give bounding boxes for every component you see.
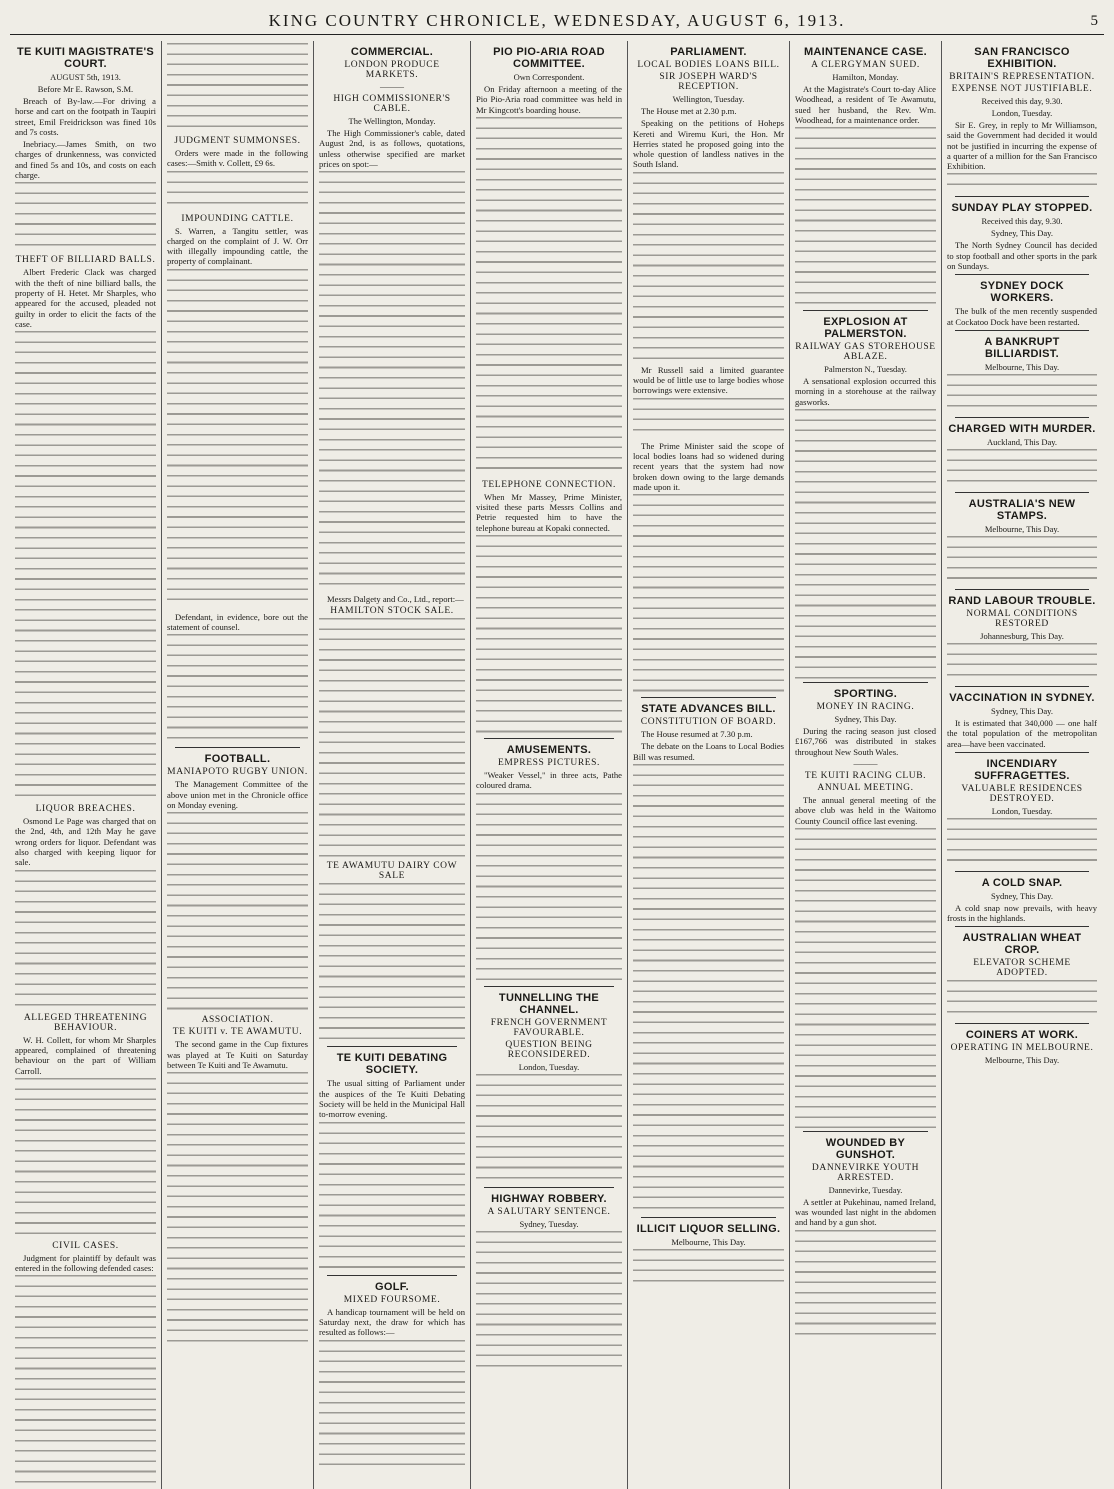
divider (955, 492, 1089, 493)
text-block (633, 764, 784, 1214)
subheading: ALLEGED THREATENING BEHAVIOUR. (23, 1012, 148, 1033)
dateline: Melbourne, This Day. (984, 361, 1060, 372)
text-block (167, 812, 308, 1012)
masthead-title: KING COUNTRY CHRONICLE, WEDNESDAY, AUGUST 6, 1913. (268, 11, 846, 30)
article-heading: VACCINATION IN SYDNEY. (949, 691, 1095, 704)
text-block (795, 409, 936, 679)
subheading: A SALUTARY SENTENCE. (487, 1206, 611, 1217)
paragraph: A sensational explosion occurred this morning in a storehouse at the railway gasworks. (795, 376, 936, 407)
masthead (10, 8, 1104, 35)
article-heading: ILLICIT LIQUOR SELLING. (636, 1223, 781, 1236)
dateline: Palmerston N., Tuesday. (824, 364, 907, 375)
subheading: TE AWAMUTU DAIRY COW SALE (326, 861, 458, 882)
paragraph: Breach of By-law.—For driving a horse and cart on the footpath in Taupiri street, Emil Freidrickson was fined 10s and 7s costs. (15, 96, 156, 137)
paragraph: Albert Frederic Clack was charged with the theft of nine billiard balls, the property of H. Hetet. Mr Sharples, who appeared for the accused, pleaded not guilty in order to elicit the facts of the case. (15, 267, 156, 329)
text-block (167, 634, 308, 744)
paragraph: The second game in the Cup fixtures was played at Te Kuiti on Saturday between Te Kuiti and Te Awamutu. (167, 1039, 308, 1070)
text-block (795, 828, 936, 1128)
article-heading: AUSTRALIAN WHEAT CROP. (962, 932, 1082, 957)
paragraph: Judgment for plaintiff by default was entered in the following defended cases: (15, 1252, 156, 1274)
paragraph: S. Warren, a Tangitu settler, was charged on the complaint of J. W. Orr with illegally impounding cattle, the property of complainant. (167, 225, 308, 267)
dateline: London, Tuesday. (518, 1061, 580, 1072)
text-block (319, 171, 465, 591)
article-heading: A COLD SNAP. (981, 876, 1063, 889)
text-block (15, 1078, 156, 1238)
divider (955, 330, 1089, 331)
subheading: A CLERGYMAN SUED. (811, 60, 920, 70)
divider (484, 986, 614, 987)
text-block (476, 535, 622, 735)
text-block (15, 182, 156, 252)
text-block (476, 1074, 622, 1184)
paragraph: During the racing season just closed £167,766 was distributed in stakes throughout New South Wales. (795, 726, 936, 757)
subheading: EMPRESS PICTURES. (497, 758, 601, 769)
article-heading: MAINTENANCE CASE. (803, 46, 928, 58)
dateline: Melbourne, This Day. (984, 523, 1060, 534)
subheading: LONDON PRODUCE MARKETS. (344, 60, 440, 80)
text-block (947, 374, 1097, 414)
text-block (167, 43, 308, 133)
text-block (947, 643, 1097, 683)
divider (955, 274, 1089, 275)
paragraph: The Management Committee of the above union met in the Chronicle office on Monday evening. (167, 779, 308, 810)
divider (803, 310, 928, 311)
article-heading: HIGHWAY ROBBERY. (491, 1192, 607, 1205)
column-6 (790, 41, 942, 1489)
subheading: SIR JOSEPH WARD'S RECEPTION. (659, 72, 758, 92)
article-heading: GOLF. (375, 1280, 409, 1293)
paragraph: A cold snap now prevails, with heavy frosts in the highlands. (947, 902, 1097, 924)
article-heading: SAN FRANCISCO EXHIBITION. (974, 46, 1070, 70)
paragraph: Osmond Le Page was charged that on the 2nd, 4th, and 12th May he gave wrong orders for liquor. Defendant was also charged with keeping liquor for sale. (15, 816, 156, 868)
text-block (633, 1249, 784, 1289)
subheading: BRITAIN'S REPRESENTATION. (949, 72, 1095, 82)
paragraph: The North Sydney Council has decided to stop football and other sports in the park on Sundays. (947, 240, 1097, 272)
article-heading: FOOTBALL. (204, 753, 271, 766)
dateline: Sydney, This Day. (990, 890, 1053, 901)
article-heading: INCENDIARY SUFFRAGETTES. (974, 757, 1070, 782)
divider (955, 589, 1089, 590)
subheading: OPERATING IN MELBOURNE. (950, 1043, 1094, 1054)
divider (327, 1275, 457, 1276)
dateline: London, Tuesday. (991, 805, 1053, 816)
paragraph: Mr Russell said a limited guarantee would be of little use to large bodies whose borrowings were extensive. (633, 364, 784, 396)
dateline: Sydney, This Day. (990, 705, 1053, 716)
divider (803, 1131, 928, 1132)
paragraph: Inebriacy.—James Smith, on two charges of drunkenness, was convicted and fined 5s and 10s, and costs on each charge. (15, 139, 156, 181)
received-time: Received this day, 9.30. (981, 216, 1063, 227)
divider (803, 682, 928, 683)
subheading: HAMILTON STOCK SALE. (330, 606, 454, 617)
subheading: ANNUAL MEETING. (817, 782, 914, 793)
column-1 (10, 41, 162, 1489)
ornament: ——— (853, 758, 878, 768)
divider (955, 417, 1089, 418)
column-5 (628, 41, 790, 1489)
article-heading: TUNNELLING THE CHANNEL. (498, 991, 600, 1016)
paragraph: Orders were made in the following cases:—Smith v. Collett, £9 6s. (167, 148, 308, 169)
divider (327, 1046, 457, 1047)
article-heading: COINERS AT WORK. (965, 1029, 1079, 1042)
divider (175, 747, 300, 748)
dateline: Melbourne, This Day. (984, 1055, 1060, 1066)
paragraph: Sir E. Grey, in reply to Mr Williamson, said the Government had decided it would not be justified in incurring the expense of a quarter of a million for the San Francisco Exhibition. (947, 120, 1097, 172)
paragraph: "Weaker Vessel," in three acts, Pathe coloured drama. (476, 770, 622, 791)
paragraph: A settler at Pukehinau, named Ireland, was wounded last night in the abdomen and hand by a gun shot. (795, 1196, 936, 1228)
text-block (476, 117, 622, 477)
subheading: LOCAL BODIES LOANS BILL. (637, 60, 780, 70)
subheading: DANNEVIRKE YOUTH ARRESTED. (811, 1162, 920, 1183)
divider (955, 196, 1089, 197)
subheading: RAILWAY GAS STOREHOUSE ABLAZE. (795, 342, 936, 363)
divider (641, 697, 776, 698)
paragraph: Defendant, in evidence, bore out the statement of counsel. (167, 611, 308, 633)
text-block (319, 1340, 465, 1470)
article-heading: EXPLOSION AT PALMERSTON. (823, 316, 908, 341)
article-heading: CHARGED WITH MURDER. (948, 422, 1096, 435)
subheading: IMPOUNDING CATTLE. (181, 213, 294, 224)
text-block (476, 793, 622, 983)
text-block (633, 398, 784, 438)
article-heading: AMUSEMENTS. (506, 744, 592, 757)
text-block (795, 1230, 936, 1340)
dateline: Sydney, Tuesday. (519, 1218, 579, 1229)
article-heading: A BANKRUPT BILLIARDIST. (984, 335, 1060, 360)
subheading: THEFT OF BILLIARD BALLS. (15, 255, 156, 266)
article-heading: SUNDAY PLAY STOPPED. (951, 202, 1093, 215)
article-heading: AUSTRALIA'S NEW STAMPS. (968, 497, 1076, 522)
text-block (319, 883, 465, 1043)
subheading: JUDGMENT SUMMONSES. (174, 136, 301, 146)
dateline: AUGUST 5th, 1913. (50, 72, 121, 82)
dateline: Johannesburg, This Day. (980, 630, 1064, 641)
dateline: Dannevirke, Tuesday. (828, 1184, 903, 1195)
paragraph: At the Magistrate's Court to-day Alice Woodhead, a resident of Te Awamutu, sued her husband, the Rev. Wm. Woodhead, for a maintenance order. (795, 84, 936, 125)
dateline: London, Tuesday. (991, 108, 1053, 118)
dateline: Melbourne, This Day. (671, 1237, 746, 1248)
text-block (167, 269, 308, 609)
article-heading: COMMERCIAL. (350, 46, 434, 58)
subheading: LIQUOR BREACHES. (35, 804, 136, 815)
text-block (947, 449, 1097, 489)
subheading: ELEVATOR SCHEME ADOPTED. (973, 958, 1071, 979)
paragraph: The House resumed at 7.30 p.m. (641, 729, 753, 740)
article-heading: SPORTING. (833, 688, 898, 701)
article-heading: WOUNDED BY GUNSHOT. (825, 1136, 906, 1161)
paragraph: W. H. Collett, for whom Mr Sharples appeared, complained of threatening behaviour on the part of William Carroll. (15, 1034, 156, 1076)
columns (10, 41, 1104, 1489)
received-time: Received this day, 9.30. (981, 96, 1063, 106)
text-block (15, 1275, 156, 1489)
text-block (947, 536, 1097, 586)
paragraph: It is estimated that 340,000 — one half the total population of the metropolitan area—have been vaccinated. (947, 717, 1097, 749)
paragraph: The Prime Minister said the scope of local bodies loans had so widened during recent years that the system had now broken down owing to the large demands made upon it. (633, 440, 784, 492)
subheading: TELEPHONE CONNECTION. (482, 479, 616, 490)
byline: Before Mr E. Rawson, S.M. (37, 84, 134, 94)
divider (484, 1187, 614, 1188)
divider (955, 926, 1089, 927)
article-heading: STATE ADVANCES BILL. (641, 703, 776, 716)
column-3 (314, 41, 471, 1489)
divider (955, 1023, 1089, 1024)
article-heading: TE KUITI DEBATING SOCIETY. (336, 1052, 448, 1077)
dateline: Wellington, Tuesday. (672, 94, 745, 104)
subheading: EXPENSE NOT JUSTIFIABLE. (951, 84, 1093, 94)
subheading: MIXED FOURSOME. (343, 1294, 441, 1305)
subheading: TE KUITI v. TE AWAMUTU. (172, 1027, 303, 1038)
paragraph: The usual sitting of Parliament under the auspices of the Te Kuiti Debating Society will be held in the Municipal Hall to-morrow evening. (319, 1078, 465, 1120)
dateline: Auckland, This Day. (986, 436, 1058, 447)
article-heading: PARLIAMENT. (670, 46, 747, 58)
text-block (319, 618, 465, 858)
divider (484, 738, 614, 739)
column-7 (942, 41, 1102, 1489)
divider (641, 1217, 776, 1218)
text-block (947, 173, 1097, 193)
paragraph: The bulk of the men recently suspended at Cockatoo Dock have been restarted. (947, 306, 1097, 327)
column-4 (471, 41, 628, 1489)
paragraph: When Mr Massey, Prime Minister, visited these parts Messrs Collins and Petrie requested him to have the telephone bureau at Kopaki connected. (476, 491, 622, 533)
text-block (319, 1122, 465, 1272)
dateline: The Wellington, Monday. (348, 116, 436, 126)
subheading: MONEY IN RACING. (816, 702, 915, 713)
text-block (633, 494, 784, 694)
text-block (947, 818, 1097, 868)
text-block (947, 980, 1097, 1020)
page-number: 5 (1090, 13, 1098, 29)
byline: Own Correspondent. (513, 72, 585, 82)
subheading: CIVIL CASES. (52, 1240, 119, 1251)
text-block (476, 1231, 622, 1371)
subheading: CONSTITUTION OF BOARD. (640, 717, 777, 728)
text-block (633, 172, 784, 362)
subheading: HIGH COMMISSIONER'S CABLE. (333, 94, 451, 114)
paragraph: The High Commissioner's cable, dated August 2nd, is as follows, quotations, unless otherwise specified are market prices on spot:— (319, 128, 465, 169)
ornament: ——— (380, 82, 404, 91)
article-heading: SYDNEY DOCK WORKERS. (980, 280, 1064, 305)
subheading: FRENCH GOVERNMENT FAVOURABLE. (490, 1017, 608, 1038)
text-block (15, 870, 156, 1010)
subheading: ASSOCIATION. (201, 1015, 274, 1026)
paragraph: The debate on the Loans to Local Bodies Bill was resumed. (633, 741, 784, 762)
article-heading: TE KUITI MAGISTRATE'S COURT. (16, 46, 155, 70)
text-block (15, 331, 156, 801)
paragraph: The annual general meeting of the above club was held in the Waitomo County Council office last evening. (795, 794, 936, 826)
subheading: NORMAL CONDITIONS RESTORED (966, 608, 1078, 629)
paragraph: The House met at 2.30 p.m. (641, 106, 737, 116)
text-block (795, 127, 936, 307)
paragraph: Messrs Dalgety and Co., Ltd., report:— (327, 594, 464, 605)
subheading: TE KUITI RACING CLUB. (804, 770, 927, 781)
subheading: MANIAPOTO RUGBY UNION. (167, 767, 308, 778)
divider (955, 686, 1089, 687)
article-heading: PIO PIO-ARIA ROAD COMMITTEE. (493, 46, 605, 70)
divider (955, 752, 1089, 753)
paragraph: A handicap tournament will be held on Saturday next, the draw for which has resulted as follows:— (319, 1306, 465, 1338)
dateline: Sydney, This Day. (990, 228, 1053, 239)
divider (955, 871, 1089, 872)
paragraph: Speaking on the petitions of Hoheps Kereti and Wiremu Kuri, the Hon. Mr Herries stated he proposed going into the whole question of landless natives in the South Island. (633, 118, 784, 170)
dateline: Hamilton, Monday. (832, 72, 899, 82)
dateline: Sydney, This Day. (834, 714, 897, 725)
subheading: QUESTION BEING RECONSIDERED. (505, 1039, 593, 1060)
column-2 (162, 41, 314, 1489)
article-heading: RAND LABOUR TROUBLE. (948, 594, 1096, 607)
paragraph: On Friday afternoon a meeting of the Pio Pio-Aria road committee was held in Mr Kingcott's boarding house. (476, 84, 622, 115)
text-block (167, 1072, 308, 1342)
text-block (167, 171, 308, 211)
subheading: VALUABLE RESIDENCES DESTROYED. (961, 783, 1083, 804)
